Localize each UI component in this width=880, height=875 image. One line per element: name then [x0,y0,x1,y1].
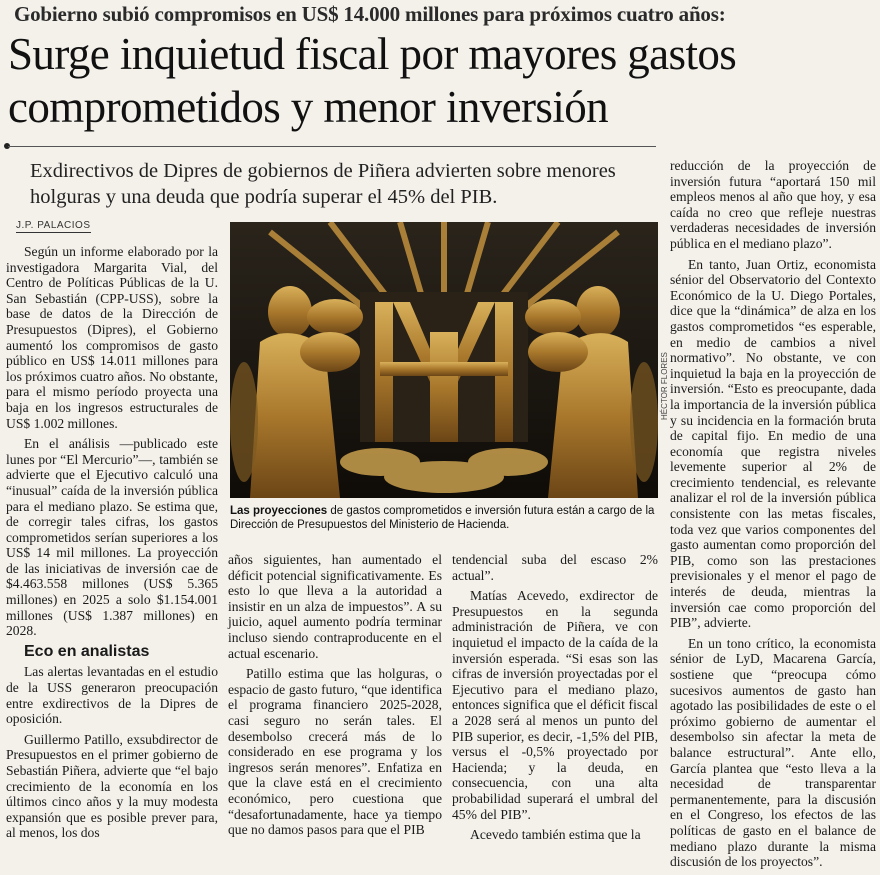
photo-caption [230,504,662,532]
paragraph: En tanto, Juan Ortiz, economista sénior del Observatorio del Contexto Económico de la U. Diego Portales, dice que la “dinámica” de alza en los gastos comprometidos “es esperable, en medio de cambios a nivel normativo”. No obstante, ve con inquietud la baja en la proyección de inversión. “Esto es preocupante, dada la importancia de la inversión pública y su incidencia en la formación bruta de capital fijo. En medio de una economía que registra niveles levemente superior al 2% de crecimiento tendencial, es relevante analizar el rol de la inversión pública consistente con las metas fiscales, toda vez que varios componentes del gasto aumentan como proporción del PIB, como son las prestaciones previsionales y el menor el pago de interés de deuda, mientras la inversión cae como proporción del PIB”, advierte. [670,256,876,631]
paragraph: tendencial suba del escaso 2% actual”. [452,552,658,583]
article-column-3 [452,552,658,848]
bronze-relief-image [230,222,658,498]
divider-rule [8,146,656,147]
paragraph: En el análisis —publicado este lunes por “El Mercurio”—, también se advierte que el Ejecutivo calculó una “inusual” caída de la inversión pública para el mediano plazo. Se estima que, de corregir tales cifras, los gastos comprometidos serían superiores a los US$ 14 mil millones. La proyección de las iniciativas de inversión cae de $4.463.558 millones (US$ 5.365 millones) en 2025 a solo $1.154.001 millones (US$ 1.387 millones) en 2028. [6,436,218,639]
article-column-2 [228,552,442,843]
paragraph: Matías Acevedo, exdirector de Presupuestos en la segunda administración de Piñera, ve con inquietud el impacto de la caída de la inversión esperada. “Si esas son las cifras de inversión proyectadas por el Ejecutivo para el mediano plazo, entonces significa que el déficit fiscal a 2028 será al menos un punto del PIB superior, es decir, -1,5% del PIB, versus el -0,5% proyectado por Hacienda; y la deuda, en consecuencia, con una alta probabilidad superará el umbral del 45% del PIB”. [452,588,658,822]
subheading: Eco en analistas [24,642,150,660]
article-column-1 [6,244,218,846]
paragraph: reducción de la proyección de inversión futura “aportará 150 mil empleos menos al año que hoy, y esa caída no creo que refleje nuestras verdaderas necesidades de inversión pública en el mediano plazo”. [670,158,876,251]
paragraph: En un tono crítico, la economista sénior de LyD, Macarena García, sostiene que “preocupa cómo sucesivos aumentos de gasto han agotado las posibilidades de este o el próximo gobierno de aumentar el desembolso sin afectar la meta de balance estructural”. Ante ello, García plantea que “esto lleva a la necesidad de transparentar permanentemente, para la discusión en el Congreso, los efectos de las políticas de gasto en el balance de mediano plazo durante la misma discusión de los proyectos”. [670,635,876,870]
caption-text: de gastos comprometidos e inversión futura están a cargo de la Dirección de Presupuestos del Ministerio de Hacienda. [230,505,655,531]
article-photo [230,222,658,498]
paragraph: Patillo estima que las holguras, o espacio de gasto futuro, “que identifica el programa financiero 2025-2028, casi seguro no serán tales. El desembolso crecerá más de lo considerado en ese programa y los ingresos serán menores”. Enfatiza en que la clave está en el crecimiento económico, pero cuestiona que “desafortunadamente, hace ya tiempo que no damos pasos para que el PIB [228,666,442,838]
byline: J.P. PALACIOS [16,220,91,231]
paragraph: años siguientes, han aumentado el déficit potencial significativamente. Es esto lo que lleva a la autoridad a insistir en un alza de impuestos”. A su juicio, aquel aumento podría terminar incluso siendo contraproducente en el actual escenario. [228,552,442,661]
deck: Exdirectivos de Dipres de gobiernos de Piñera advierten sobre menores holguras y una deuda que podría superar el 45% del PIB. [30,160,616,208]
paragraph: Acevedo también estima que la [470,827,641,843]
article-column-4 [670,158,876,875]
kicker: Gobierno subió compromisos en US$ 14.000 millones para próximos cuatro años: [14,2,726,26]
paragraph: Guillermo Patillo, exsubdirector de Presupuestos en el primer gobierno de Sebastián Piñera, advierte que “el bajo crecimiento de la economía en los últimos cinco años y la muy modesta expansión que es posible prever para, al menos, los dos [6,731,218,841]
paragraph: Las alertas levantadas en el estudio de la USS generaron preocupación entre exdirectivos de la Dipres de oposición. [6,664,218,727]
caption-lead: Las proyecciones [230,505,328,517]
headline: Surge inquietud fiscal por mayores gastos comprometidos y menor inversión [8,29,737,132]
paragraph: Según un informe elaborado por la investigadora Margarita Vial, del Centro de Políticas Públicas de la U. San Sebastián (CPP-USS), sobre la base de datos de la Dirección de Presupuestos (Dipres), el Gobierno aumentó los compromisos de gasto público en US$ 14.011 millones para los próximos cuatro años. No obstante, para el mismo período proyecta una baja en los ingresos estructurales de US$ 1.002 millones. [6,244,218,431]
photo-credit: HÉCTOR FLORES [660,352,669,420]
